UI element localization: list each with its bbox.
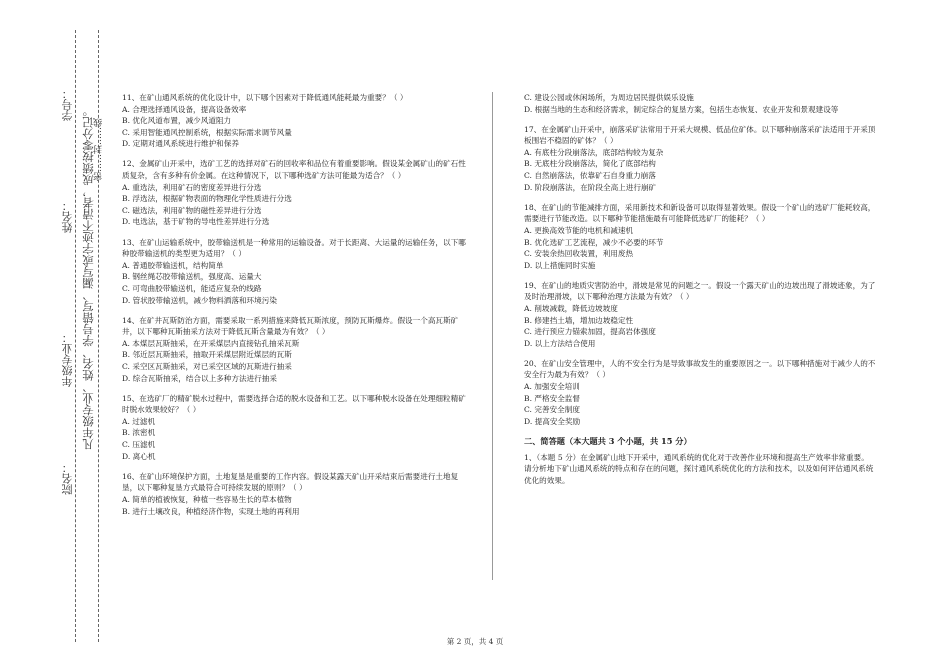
option: B. 优化选矿工艺流程，减少不必要的环节 (524, 237, 664, 247)
option: C. 压滤机 (122, 440, 156, 450)
question-stem: 17、在金属矿山开采中，崩落采矿法常用于开采大规模、低品位矿体。以下哪种崩落采矿法适用于开采顶板围岩不稳固的矿体？（ ） (524, 124, 876, 146)
option: A. 简单的植被恢复，种植一些容易生长的草本植物 (122, 494, 292, 504)
question-17 (524, 124, 876, 194)
option: A. 合理选择通风设备，提高设备效率 (122, 104, 247, 114)
option: D. 以上方法结合使用 (524, 338, 596, 348)
option: D. 阶段崩落法，在阶段全高上进行崩矿 (524, 182, 657, 192)
option: B. 无底柱分段崩落法，简化了底部结构 (524, 159, 656, 169)
left-column (122, 92, 472, 526)
question-stem: 11、在矿山通风系统的优化设计中，以下哪个因素对于降低通风能耗最为重要？（ ） (122, 93, 408, 102)
question-18 (524, 202, 876, 272)
question-stem: 18、在矿山的节能减排方面，采用新技术和新设备可以取得显著效果。假设一个矿山的选矿厂能耗较高，需要进行节能改造。以下哪种节能措施最有可能降低选矿厂的能耗？（ ） (524, 202, 876, 224)
option: B. 优化风道布置，减少风道阻力 (122, 116, 232, 126)
right-column (524, 92, 876, 486)
option: B. 邻近层瓦斯抽采，抽取开采煤层附近煤层的瓦斯 (122, 350, 292, 360)
option: B. 进行土壤改良，种植经济作物，实现土地的再利用 (122, 506, 300, 516)
question-stem: 19、在矿山的地质灾害防治中，滑坡是常见的问题之一。假设一个露天矿山的边坡出现了滑坡迹象，为了及时治理滑坡，以下哪种治理方法最为有效？（ ） (524, 280, 876, 302)
option: A. 重选法，利用矿石的密度差异进行分选 (122, 182, 262, 192)
option: D. 提高安全奖励 (524, 416, 581, 426)
option: A. 普通胶带输送机，结构简单 (122, 260, 224, 270)
option: C. 安装余热回收装置，利用废热 (524, 249, 634, 259)
option: C. 进行预应力锚索加固，提高岩体强度 (524, 327, 656, 337)
option: B. 修建挡土墙，增加边坡稳定性 (524, 315, 634, 325)
binding-exam-number: 学号： (61, 88, 74, 121)
question-stem: 13、在矿山运输系统中，胶带输送机是一种常用的运输设备。对于长距离、大运量的运输任务，以下哪种胶带输送机的类型更为适用？（ ） (122, 237, 466, 259)
option: D. 以上措施同时实施 (524, 260, 596, 270)
question-stem: 14、在矿井瓦斯防治方面，需要采取一系列措施来降低瓦斯浓度，预防瓦斯爆炸。假设一个高瓦斯矿井，以下哪种瓦斯抽采方法对于降低瓦斯含量最为有效？（ ） (122, 315, 459, 337)
option: C. 建设公园或休闲场所，为周边居民提供娱乐设施 (524, 93, 694, 102)
question-16-continued (524, 92, 876, 115)
option: B. 浮选法，根据矿物表面的物理化学性质进行分选 (122, 194, 292, 204)
option: C. 自然崩落法，依靠矿石自身重力崩落 (524, 171, 656, 181)
option: D. 离心机 (122, 451, 156, 461)
option: D. 定期对通风系统进行维护和保养 (122, 139, 239, 149)
option: C. 采用智能通风控制系统，根据实际需求调节风量 (122, 127, 292, 137)
page-number: 第 2 页，共 4 页 (446, 637, 504, 646)
option: A. 更换高效节能的电机和减速机 (524, 225, 634, 235)
binding-warning: 凡年级专业、姓名、学号错写、漏写或字迹不清者，成绩按零分记。 (81, 105, 95, 450)
binding-major: 年级专业： (61, 332, 74, 387)
question-20 (524, 358, 876, 428)
question-14 (122, 315, 472, 385)
question-15 (122, 393, 472, 463)
question-19 (524, 280, 876, 350)
option: A. 本煤层瓦斯抽采，在开采煤层内直接钻孔抽采瓦斯 (122, 338, 300, 348)
option: C. 磁选法，利用矿物的磁性差异进行分选 (122, 205, 262, 215)
binding-school: 院名： (61, 462, 74, 495)
binding-name: 姓名： (61, 200, 74, 233)
question-stem: 12、金属矿山开采中，选矿工艺的选择对矿石的回收率和品位有着重要影响。假设某金属矿山的矿石性质复杂，含有多种有价金属。在这种情况下，以下哪种选矿方法可能最为适合？（ ） (122, 159, 466, 181)
question-stem: 16、在矿山环境保护方面，土地复垦是重要的工作内容。假设某露天矿山开采结束后需要进行土地复垦，以下哪种复垦方式最符合可持续发展的原则？（ ） (122, 471, 459, 493)
option: C. 采空区瓦斯抽采，对已采空区域的瓦斯进行抽采 (122, 361, 292, 371)
option: C. 可弯曲胶带输送机，能适应复杂的线路 (122, 283, 262, 293)
question-stem: 20、在矿山安全管理中，人的不安全行为是导致事故发生的重要原因之一。以下哪种措施对于减少人的不安全行为最为有效？（ ） (524, 358, 876, 380)
binding-margin (0, 0, 110, 672)
short-answer-question-1: 1、（本题 5 分）在金属矿山地下开采中，通风系统的优化对于改善作业环境和提高生产效率非常重要。请分析地下矿山通风系统的特点和存在的问题，探讨通风系统优化的方法和技术，以及如何评估通风系统优化的效果。 (524, 452, 874, 485)
option: B. 浓密机 (122, 428, 156, 438)
section-title: 二、简答题（本大题共 3 个小题，共 15 分） (524, 435, 692, 446)
option: A. 加强安全培训 (524, 382, 580, 392)
option: A. 过滤机 (122, 416, 156, 426)
option: D. 综合瓦斯抽采，结合以上多种方法进行抽采 (122, 373, 277, 383)
option: C. 完善安全制度 (524, 405, 580, 415)
question-11 (122, 92, 472, 150)
column-divider (492, 92, 493, 580)
option: B. 严格安全监督 (524, 393, 580, 403)
question-16 (122, 471, 472, 517)
question-13 (122, 237, 472, 307)
option: B. 钢丝绳芯胶带输送机，强度高、运量大 (122, 272, 262, 282)
option: D. 根据当地的生态和经济需求，制定综合的复垦方案，包括生态恢复、农业开发和景观建设等 (524, 104, 839, 114)
option: D. 电选法，基于矿物的导电性差异进行分选 (122, 217, 270, 227)
option: D. 管状胶带输送机，减少物料洒落和环境污染 (122, 295, 277, 305)
question-stem: 15、在选矿厂的精矿脱水过程中，需要选择合适的脱水设备和工艺。以下哪种脱水设备在处理细粒精矿时脱水效果较好？（ ） (122, 393, 466, 415)
question-12 (122, 158, 472, 228)
option: A. 有底柱分段崩落法，底部结构较为复杂 (524, 147, 664, 157)
binding-seal-text: 密……封……线 (94, 118, 104, 181)
option: A. 削坡减载，降低边坡坡度 (524, 304, 618, 313)
